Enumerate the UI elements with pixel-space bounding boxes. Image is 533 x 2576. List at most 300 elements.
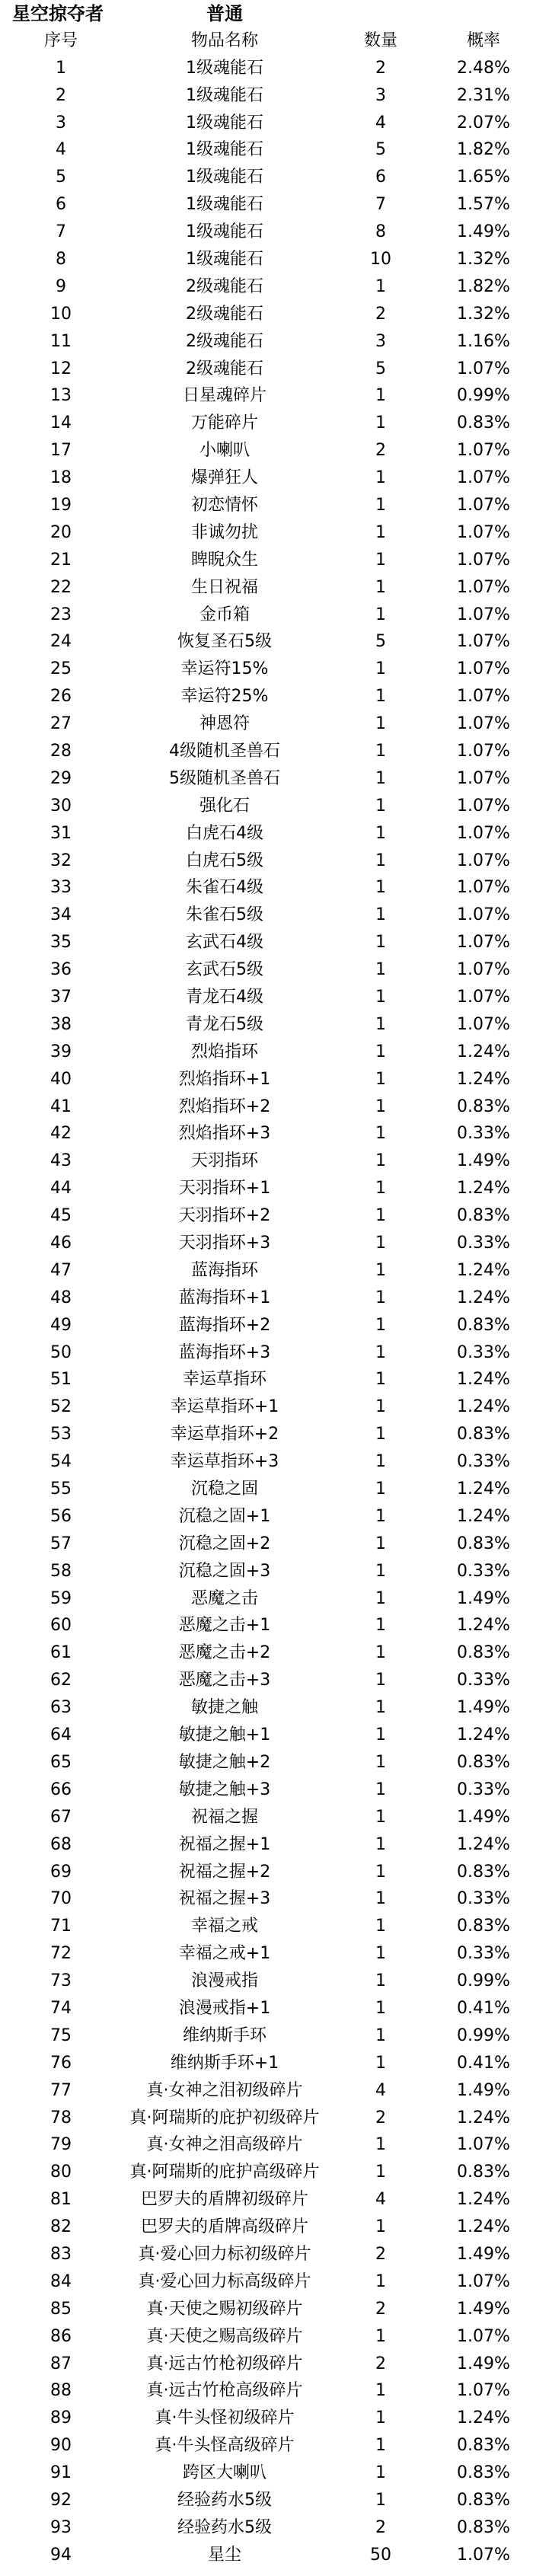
row-index: 87: [50, 2354, 72, 2373]
table-row: [0, 1039, 533, 1066]
row-probability: 1.82%: [457, 140, 510, 160]
row-quantity: 1: [375, 1260, 386, 1280]
row-quantity: 1: [375, 468, 386, 488]
row-probability: 0.33%: [457, 1671, 510, 1690]
table-row: [0, 1913, 533, 1940]
row-quantity: 1: [375, 1917, 386, 1936]
row-index: 77: [50, 2080, 72, 2100]
row-quantity: 1: [375, 1288, 386, 1307]
row-item-name: 天羽指环+1: [178, 1179, 271, 1199]
row-probability: 0.33%: [457, 1561, 510, 1581]
row-index: 32: [50, 851, 72, 870]
row-index: 3: [56, 113, 66, 132]
table-row: [0, 1776, 533, 1804]
row-index: 69: [50, 1862, 72, 1882]
row-quantity: 1: [375, 1042, 386, 1061]
table-row: [0, 492, 533, 519]
table-row: [0, 1968, 533, 1995]
row-item-name: 金币箱: [199, 605, 250, 624]
table-row: [0, 1476, 533, 1503]
table-row: [0, 820, 533, 847]
table-row: [0, 1421, 533, 1448]
row-quantity: 1: [375, 1452, 386, 1472]
row-quantity: 1: [375, 1425, 386, 1444]
row-probability: 1.57%: [457, 195, 510, 215]
table-row: [0, 2268, 533, 2296]
row-quantity: 5: [375, 632, 386, 652]
row-index: 25: [50, 659, 72, 679]
table-row: [0, 2514, 533, 2542]
table-row: [0, 1558, 533, 1585]
row-probability: 0.99%: [457, 386, 510, 406]
row-index: 6: [56, 195, 66, 215]
row-quantity: 3: [375, 331, 386, 351]
table-row: [0, 2105, 533, 2132]
row-index: 35: [50, 933, 72, 953]
row-probability: 1.07%: [457, 468, 510, 488]
table-row: [0, 1831, 533, 1859]
row-index: 23: [50, 605, 72, 624]
row-item-name: 玄武石5级: [186, 960, 263, 980]
row-item-name: 玄武石4级: [186, 933, 263, 953]
table-row: [0, 1639, 533, 1667]
table-row: [0, 602, 533, 629]
row-item-name: 经验药水5级: [177, 2490, 272, 2510]
row-probability: 1.07%: [457, 687, 510, 707]
row-item-name: 蓝海指环+1: [178, 1288, 271, 1307]
table-row: [0, 683, 533, 710]
row-index: 80: [50, 2163, 72, 2182]
row-probability: 0.83%: [457, 2463, 510, 2483]
row-quantity: 50: [370, 2545, 391, 2565]
row-item-name: 真·爱心回力标高级碎片: [138, 2271, 311, 2291]
row-index: 44: [50, 1179, 72, 1199]
row-item-name: 小喇叭: [199, 441, 250, 461]
row-quantity: 1: [375, 577, 386, 597]
row-item-name: 真·远古竹枪高级碎片: [146, 2381, 303, 2401]
table-row: [0, 929, 533, 956]
row-index: 78: [50, 2108, 72, 2128]
row-index: 20: [50, 522, 72, 542]
row-index: 81: [50, 2190, 72, 2210]
row-item-name: 2级魂能石: [186, 276, 263, 296]
row-probability: 0.33%: [457, 1780, 510, 1799]
row-probability: 0.83%: [457, 2436, 510, 2456]
row-probability: 0.83%: [457, 1917, 510, 1936]
row-item-name: 青龙石5级: [186, 1014, 263, 1034]
row-item-name: 日星魂碎片: [182, 386, 266, 406]
row-index: 50: [50, 1342, 72, 1362]
table-row: [0, 519, 533, 547]
row-quantity: 1: [375, 905, 386, 925]
row-index: 7: [56, 222, 66, 242]
row-quantity: 1: [375, 1588, 386, 1608]
header-probability: 概率: [466, 30, 500, 50]
row-probability: 0.99%: [457, 2025, 510, 2045]
row-index: 56: [50, 1506, 72, 1526]
table-row: [0, 1585, 533, 1613]
row-index: 93: [50, 2517, 72, 2537]
row-item-name: 神恩符: [199, 714, 250, 734]
row-item-name: 白虎石5级: [186, 851, 263, 870]
row-probability: 1.07%: [457, 933, 510, 953]
row-index: 26: [50, 687, 72, 707]
row-quantity: 1: [375, 1862, 386, 1882]
row-item-name: 沉稳之固+1: [178, 1506, 271, 1526]
row-index: 24: [50, 632, 72, 652]
row-item-name: 真·天使之赐高级碎片: [146, 2326, 303, 2346]
row-quantity: 7: [375, 195, 386, 215]
row-index: 46: [50, 1234, 72, 1253]
row-index: 89: [50, 2408, 72, 2428]
row-probability: 1.07%: [457, 2135, 510, 2155]
row-quantity: 4: [375, 2190, 386, 2210]
row-probability: 1.07%: [457, 441, 510, 461]
row-probability: 0.83%: [457, 1643, 510, 1663]
row-item-name: 祝福之握: [190, 1807, 258, 1827]
row-quantity: 1: [375, 276, 386, 296]
row-probability: 1.16%: [457, 331, 510, 351]
table-row: [0, 1285, 533, 1312]
row-item-name: 初恋情怀: [190, 495, 258, 515]
table-row: [0, 2241, 533, 2268]
row-quantity: 5: [375, 140, 386, 160]
row-item-name: 真·远古竹枪初级碎片: [146, 2354, 303, 2373]
table-row: [0, 710, 533, 738]
table-row: [0, 1175, 533, 1202]
row-probability: 1.49%: [457, 1151, 510, 1171]
row-quantity: 1: [375, 960, 386, 980]
row-item-name: 蓝海指环+3: [178, 1342, 271, 1362]
row-quantity: 1: [375, 605, 386, 624]
table-row: [0, 2077, 533, 2105]
row-index: 34: [50, 905, 72, 925]
row-quantity: 1: [375, 2463, 386, 2483]
row-quantity: 1: [375, 933, 386, 953]
row-item-name: 真·天使之赐初级碎片: [146, 2299, 303, 2319]
row-quantity: 1: [375, 851, 386, 870]
row-probability: 0.33%: [457, 1944, 510, 1964]
row-item-name: 真·阿瑞斯的庇护初级碎片: [129, 2108, 320, 2128]
table-row: [0, 1667, 533, 1694]
row-index: 48: [50, 1288, 72, 1307]
row-probability: 1.07%: [457, 659, 510, 679]
row-probability: 1.07%: [457, 522, 510, 542]
row-index: 40: [50, 1069, 72, 1089]
header-index: 序号: [43, 30, 78, 50]
row-index: 53: [50, 1425, 72, 1444]
row-item-name: 2级魂能石: [186, 331, 263, 351]
row-probability: 0.33%: [457, 1234, 510, 1253]
row-index: 27: [50, 714, 72, 734]
table-row: [0, 1393, 533, 1421]
row-index: 94: [50, 2545, 72, 2565]
row-index: 60: [50, 1616, 72, 1636]
table-row: [0, 2351, 533, 2378]
row-probability: 1.49%: [457, 222, 510, 242]
row-index: 28: [50, 741, 72, 761]
row-index: 33: [50, 878, 72, 898]
table-row: [0, 2186, 533, 2214]
row-index: 83: [50, 2244, 72, 2264]
table-row: [0, 356, 533, 383]
row-probability: 1.32%: [457, 249, 510, 269]
row-index: 5: [56, 168, 66, 187]
row-probability: 0.83%: [457, 1862, 510, 1882]
row-probability: 1.49%: [457, 2354, 510, 2373]
table-row: [0, 1694, 533, 1722]
table-body: [0, 55, 533, 2569]
row-quantity: 1: [375, 1725, 386, 1745]
row-probability: 1.07%: [457, 1014, 510, 1034]
row-probability: 1.49%: [457, 1588, 510, 1608]
row-item-name: 爆弹狂人: [190, 468, 258, 488]
row-index: 14: [50, 413, 72, 433]
row-quantity: 1: [375, 1370, 386, 1390]
row-item-name: 天羽指环: [190, 1151, 258, 1171]
row-quantity: 1: [375, 2490, 386, 2510]
row-probability: 1.07%: [457, 823, 510, 843]
row-item-name: 星尘: [207, 2545, 241, 2565]
row-index: 52: [50, 1397, 72, 1417]
row-index: 10: [50, 304, 72, 324]
row-item-name: 经验药水5级: [177, 2517, 272, 2537]
row-item-name: 敏捷之触: [190, 1698, 258, 1718]
table-row: [0, 1859, 533, 1886]
row-quantity: 8: [375, 222, 386, 242]
table-row: [0, 1940, 533, 1968]
row-item-name: 强化石: [199, 796, 250, 816]
row-probability: 0.33%: [457, 1124, 510, 1144]
table-row: [0, 1503, 533, 1531]
table-row: [0, 110, 533, 137]
row-quantity: 4: [375, 113, 386, 132]
table-row: [0, 1722, 533, 1749]
row-probability: 1.49%: [457, 1698, 510, 1718]
row-item-name: 敏捷之触+3: [178, 1780, 271, 1799]
row-quantity: 1: [375, 687, 386, 707]
row-index: 88: [50, 2381, 72, 2401]
row-probability: 1.07%: [457, 632, 510, 652]
table-row: [0, 2131, 533, 2159]
row-quantity: 1: [375, 1069, 386, 1089]
table-row: [0, 2432, 533, 2459]
row-quantity: 1: [375, 714, 386, 734]
row-item-name: 天羽指环+3: [178, 1234, 271, 1253]
row-item-name: 巴罗夫的盾牌高级碎片: [140, 2217, 308, 2237]
row-probability: 1.24%: [457, 1725, 510, 1745]
row-probability: 1.07%: [457, 2326, 510, 2346]
row-index: 49: [50, 1315, 72, 1335]
row-index: 38: [50, 1014, 72, 1034]
row-probability: 1.07%: [457, 768, 510, 788]
row-item-name: 烈焰指环+2: [178, 1096, 271, 1116]
row-item-name: 幸运符15%: [180, 659, 269, 679]
row-quantity: 1: [375, 1124, 386, 1144]
table-row: [0, 984, 533, 1011]
row-probability: 1.07%: [457, 577, 510, 597]
row-probability: 1.24%: [457, 1179, 510, 1199]
row-quantity: 1: [375, 2326, 386, 2346]
row-item-name: 幸运草指环+2: [170, 1425, 279, 1444]
row-quantity: 1: [375, 1998, 386, 2018]
table-row: [0, 191, 533, 219]
row-item-name: 真·牛头怪初级碎片: [155, 2408, 295, 2428]
row-index: 43: [50, 1151, 72, 1171]
row-quantity: 1: [375, 1480, 386, 1499]
row-quantity: 2: [375, 2354, 386, 2373]
table-row: [0, 656, 533, 683]
row-probability: 1.49%: [457, 2244, 510, 2264]
row-quantity: 1: [375, 1342, 386, 1362]
row-probability: 1.07%: [457, 988, 510, 1007]
row-index: 63: [50, 1698, 72, 1718]
row-index: 64: [50, 1725, 72, 1745]
table-row: [0, 765, 533, 793]
row-item-name: 跨区大喇叭: [182, 2463, 266, 2483]
table-row: [0, 1531, 533, 1558]
row-item-name: 幸运草指环+3: [170, 1452, 279, 1472]
row-item-name: 恶魔之击+2: [178, 1643, 271, 1663]
row-probability: 0.83%: [457, 2517, 510, 2537]
row-item-name: 非诚勿扰: [190, 522, 258, 542]
row-quantity: 1: [375, 1534, 386, 1553]
row-probability: 2.07%: [457, 113, 510, 132]
row-item-name: 4级随机圣兽石: [169, 741, 280, 761]
row-quantity: 1: [375, 1616, 386, 1636]
row-index: 55: [50, 1480, 72, 1499]
row-item-name: 天羽指环+2: [178, 1206, 271, 1226]
row-probability: 1.07%: [457, 905, 510, 925]
table-row: [0, 847, 533, 875]
row-quantity: 1: [375, 413, 386, 433]
row-item-name: 沉稳之固+3: [178, 1561, 271, 1581]
row-index: 82: [50, 2217, 72, 2237]
table-row: [0, 628, 533, 656]
row-index: 4: [56, 140, 66, 160]
row-quantity: 1: [375, 1698, 386, 1718]
row-item-name: 1级魂能石: [186, 195, 263, 215]
row-quantity: 2: [375, 2244, 386, 2264]
row-index: 41: [50, 1096, 72, 1116]
row-quantity: 1: [375, 495, 386, 515]
row-item-name: 维纳斯手环+1: [170, 2053, 279, 2073]
row-index: 37: [50, 988, 72, 1007]
row-index: 18: [50, 468, 72, 488]
row-probability: 0.83%: [457, 1752, 510, 1772]
table-row: [0, 956, 533, 984]
row-item-name: 巴罗夫的盾牌初级碎片: [140, 2190, 308, 2210]
row-probability: 1.24%: [457, 1042, 510, 1061]
row-quantity: 1: [375, 1179, 386, 1199]
row-item-name: 1级魂能石: [186, 168, 263, 187]
row-quantity: 1: [375, 1397, 386, 1417]
table-row: [0, 219, 533, 246]
row-item-name: 祝福之握+1: [178, 1834, 271, 1854]
row-index: 70: [50, 1889, 72, 1909]
table-title: 星空掠夺者: [12, 2, 104, 24]
row-quantity: 1: [375, 1971, 386, 1991]
row-probability: 1.07%: [457, 714, 510, 734]
table-row: [0, 1995, 533, 2022]
row-probability: 1.07%: [457, 796, 510, 816]
row-quantity: 1: [375, 2408, 386, 2428]
table-row: [0, 1011, 533, 1039]
row-quantity: 1: [375, 1889, 386, 1909]
row-index: 11: [50, 331, 72, 351]
row-probability: 1.49%: [457, 2080, 510, 2100]
row-probability: 0.99%: [457, 1971, 510, 1991]
table-row: [0, 1749, 533, 1776]
row-index: 39: [50, 1042, 72, 1061]
row-item-name: 5级随机圣兽石: [169, 768, 280, 788]
row-index: 57: [50, 1534, 72, 1553]
table-row: [0, 2159, 533, 2186]
row-probability: 1.07%: [457, 605, 510, 624]
table-row: [0, 1202, 533, 1230]
table-row: [0, 410, 533, 437]
row-quantity: 1: [375, 550, 386, 570]
row-item-name: 幸运符25%: [180, 687, 269, 707]
row-index: 72: [50, 1944, 72, 1964]
row-index: 65: [50, 1752, 72, 1772]
row-index: 36: [50, 960, 72, 980]
row-probability: 1.24%: [457, 2108, 510, 2128]
table-row: [0, 464, 533, 492]
row-probability: 0.83%: [457, 413, 510, 433]
table-row: [0, 2377, 533, 2405]
row-probability: 1.07%: [457, 2381, 510, 2401]
row-probability: 1.82%: [457, 276, 510, 296]
row-item-name: 朱雀石4级: [186, 878, 263, 898]
row-index: 85: [50, 2299, 72, 2319]
table-row: [0, 328, 533, 356]
table-row: [0, 1148, 533, 1175]
table-row: [0, 793, 533, 820]
row-item-name: 真·女神之泪初级碎片: [146, 2080, 303, 2100]
row-quantity: 2: [375, 2108, 386, 2128]
row-item-name: 生日祝福: [190, 577, 258, 597]
table-row: [0, 2050, 533, 2077]
table-row: [0, 2459, 533, 2487]
row-item-name: 真·牛头怪高级碎片: [155, 2436, 295, 2456]
table-row: [0, 902, 533, 929]
row-item-name: 敏捷之触+2: [178, 1752, 271, 1772]
row-quantity: 1: [375, 1807, 386, 1827]
table-row: [0, 437, 533, 464]
row-probability: 0.33%: [457, 1342, 510, 1362]
row-probability: 0.83%: [457, 1425, 510, 1444]
row-index: 67: [50, 1807, 72, 1827]
row-probability: 1.24%: [457, 1370, 510, 1390]
row-quantity: 1: [375, 2217, 386, 2237]
row-index: 42: [50, 1124, 72, 1144]
table-row: [0, 1367, 533, 1394]
row-probability: 1.07%: [457, 359, 510, 378]
row-probability: 1.32%: [457, 304, 510, 324]
table-row: [0, 55, 533, 82]
row-item-name: 沉稳之固: [190, 1480, 258, 1499]
row-quantity: 1: [375, 1151, 386, 1171]
row-index: 75: [50, 2025, 72, 2045]
row-quantity: 1: [375, 1315, 386, 1335]
table-row: [0, 2405, 533, 2432]
row-index: 8: [56, 249, 66, 269]
row-quantity: 1: [375, 522, 386, 542]
row-item-name: 青龙石4级: [186, 988, 263, 1007]
row-probability: 0.83%: [457, 1096, 510, 1116]
row-probability: 1.24%: [457, 2217, 510, 2237]
